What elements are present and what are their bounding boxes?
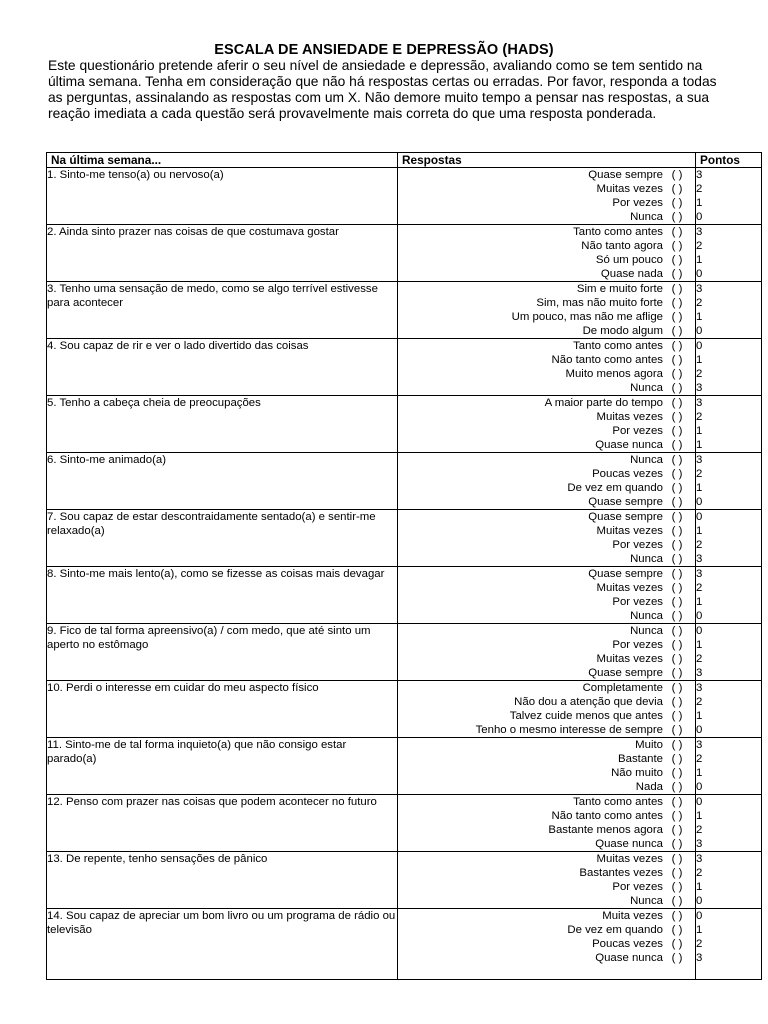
point-value: 2 (696, 297, 703, 309)
answer-options (398, 339, 696, 396)
answer-option[interactable] (398, 823, 695, 837)
point-value: 2 (696, 411, 703, 423)
points-cell (696, 852, 762, 909)
answer-option[interactable] (398, 225, 695, 239)
answer-option-label: Completamente (582, 682, 663, 694)
answer-option-label: Muitas vezes (596, 525, 663, 537)
answer-option[interactable] (398, 495, 695, 509)
answer-option[interactable] (398, 951, 695, 965)
answer-option[interactable] (398, 581, 695, 595)
question-text: 2. Ainda sinto prazer nas coisas de que costumava gostar (47, 225, 398, 282)
answer-checkbox[interactable]: ( ) (671, 382, 683, 394)
answer-options (398, 681, 696, 738)
point-value: 1 (696, 311, 703, 323)
answer-option-label: Nunca (630, 610, 663, 622)
answer-option[interactable] (398, 467, 695, 481)
points-cell (696, 795, 762, 852)
point-value: 0 (696, 781, 703, 793)
point-value: 0 (696, 895, 703, 907)
points-cell (696, 567, 762, 624)
answer-option[interactable] (398, 510, 695, 524)
answer-option-label: Bastantes vezes (579, 867, 663, 879)
answer-option[interactable] (398, 424, 695, 438)
answer-option[interactable] (398, 282, 695, 296)
points-cell (696, 909, 762, 980)
answer-options (398, 396, 696, 453)
answer-checkbox[interactable]: ( ) (671, 197, 683, 209)
answer-option[interactable] (398, 866, 695, 880)
answer-option-label: Sim e muito forte (576, 283, 663, 295)
answer-option[interactable] (398, 723, 695, 737)
point-value: 2 (696, 696, 703, 708)
answer-checkbox[interactable]: ( ) (671, 240, 683, 252)
answer-option-label: Por vezes (612, 425, 663, 437)
answer-option[interactable] (398, 638, 695, 652)
table-row (47, 624, 762, 681)
question-text: 11. Sinto-me de tal forma inquieto(a) que não consigo estar parado(a) (47, 738, 398, 795)
point-value: 0 (696, 625, 703, 637)
point-value: 3 (696, 667, 703, 679)
answer-option[interactable] (398, 738, 695, 752)
answer-option[interactable] (398, 709, 695, 723)
answer-option-label: Por vezes (612, 596, 663, 608)
answer-checkbox[interactable]: ( ) (671, 724, 683, 736)
point-value: 0 (696, 796, 703, 808)
point-value: 0 (696, 724, 703, 736)
answer-option[interactable] (398, 438, 695, 452)
point-value: 3 (696, 397, 703, 409)
question-text: 13. De repente, tenho sensações de pânico (47, 852, 398, 909)
answer-checkbox[interactable]: ( ) (671, 739, 683, 751)
answer-option-label: Não muito (611, 767, 663, 779)
table-row (47, 852, 762, 909)
answer-option[interactable] (398, 609, 695, 623)
point-value: 1 (696, 810, 703, 822)
question-text: 1. Sinto-me tenso(a) ou nervoso(a) (47, 168, 398, 225)
point-value: 1 (696, 254, 703, 266)
point-value: 2 (696, 824, 703, 836)
question-text: 8. Sinto-me mais lento(a), como se fizesse as coisas mais devagar (47, 567, 398, 624)
answer-checkbox[interactable]: ( ) (671, 226, 683, 238)
question-text: 9. Fico de tal forma apreensivo(a) / com medo, que até sinto um aperto no estômago (47, 624, 398, 681)
point-value: 0 (696, 211, 703, 223)
answer-checkbox[interactable]: ( ) (671, 582, 683, 594)
answer-option[interactable] (398, 780, 695, 794)
point-value: 1 (696, 924, 703, 936)
answer-checkbox[interactable]: ( ) (671, 254, 683, 266)
answer-option[interactable] (398, 567, 695, 581)
point-value: 3 (696, 226, 703, 238)
point-value: 2 (696, 582, 703, 594)
answer-option[interactable] (398, 453, 695, 467)
answer-option-label: Nunca (630, 211, 663, 223)
answer-option[interactable] (398, 367, 695, 381)
document-title: ESCALA DE ANSIEDADE E DEPRESSÃO (HADS) (214, 42, 554, 58)
point-value: 3 (696, 454, 703, 466)
point-value: 1 (696, 596, 703, 608)
point-value: 0 (696, 511, 703, 523)
answer-checkbox[interactable]: ( ) (671, 368, 683, 380)
question-column-header: Na última semana... (47, 153, 398, 168)
point-value: 3 (696, 568, 703, 580)
answer-checkbox[interactable]: ( ) (671, 910, 683, 922)
answer-option[interactable] (398, 766, 695, 780)
answer-checkbox[interactable]: ( ) (671, 710, 683, 722)
answer-checkbox[interactable]: ( ) (671, 268, 683, 280)
answer-checkbox[interactable]: ( ) (671, 639, 683, 651)
points-cell (696, 282, 762, 339)
answer-checkbox[interactable]: ( ) (671, 169, 683, 181)
points-cell (696, 510, 762, 567)
question-text: 5. Tenho a cabeça cheia de preocupações (47, 396, 398, 453)
point-value: 3 (696, 682, 703, 694)
table-row (47, 909, 762, 980)
table-row (47, 510, 762, 567)
answer-checkbox[interactable]: ( ) (671, 568, 683, 580)
answer-option-label: Só um pouco (595, 254, 663, 266)
question-text: 12. Penso com prazer nas coisas que podem acontecer no futuro (47, 795, 398, 852)
answer-checkbox[interactable]: ( ) (671, 425, 683, 437)
point-value: 1 (696, 425, 703, 437)
answer-option[interactable] (398, 552, 695, 566)
point-value: 3 (696, 553, 703, 565)
answer-option[interactable] (398, 267, 695, 281)
answer-option-label: Não dou a atenção que devia (514, 696, 663, 708)
table-row (47, 738, 762, 795)
point-value: 1 (696, 354, 703, 366)
answer-checkbox[interactable]: ( ) (671, 354, 683, 366)
answer-option[interactable] (398, 880, 695, 894)
answer-options (398, 909, 696, 980)
points-cell (696, 168, 762, 225)
answer-option-label: Nada (635, 781, 663, 793)
answer-option-label: Quase sempre (588, 511, 663, 523)
answer-option[interactable] (398, 324, 695, 338)
answer-option-label: Tanto como antes (573, 796, 663, 808)
answer-option-label: Não tanto como antes (551, 354, 663, 366)
point-value: 3 (696, 169, 703, 181)
answer-option-label: Poucas vezes (592, 938, 663, 950)
answer-checkbox[interactable]: ( ) (671, 311, 683, 323)
answer-option-label: Poucas vezes (592, 468, 663, 480)
answer-option-label: De modo algum (582, 325, 663, 337)
answer-option[interactable] (398, 524, 695, 538)
answer-option-label: De vez em quando (567, 924, 663, 936)
answer-option[interactable] (398, 595, 695, 609)
answer-option-label: Quase sempre (588, 667, 663, 679)
answer-checkbox[interactable]: ( ) (671, 482, 683, 494)
table-row (47, 396, 762, 453)
answer-checkbox[interactable]: ( ) (671, 796, 683, 808)
answer-option[interactable] (398, 752, 695, 766)
point-value: 1 (696, 710, 703, 722)
answer-option[interactable] (398, 666, 695, 680)
answer-option-label: Quase sempre (588, 496, 663, 508)
point-value: 2 (696, 468, 703, 480)
point-value: 1 (696, 639, 703, 651)
answer-option-label: Um pouco, mas não me aflige (511, 311, 663, 323)
answer-option-label: Sim, mas não muito forte (536, 297, 663, 309)
answer-option[interactable] (398, 909, 695, 923)
answer-checkbox[interactable]: ( ) (671, 183, 683, 195)
answer-options (398, 225, 696, 282)
answer-option[interactable] (398, 481, 695, 495)
point-value: 3 (696, 739, 703, 751)
point-value: 3 (696, 952, 703, 964)
answer-option[interactable] (398, 196, 695, 210)
answer-checkbox[interactable]: ( ) (671, 297, 683, 309)
answer-checkbox[interactable]: ( ) (671, 283, 683, 295)
question-text: 10. Perdi o interesse em cuidar do meu aspecto físico (47, 681, 398, 738)
answer-options (398, 795, 696, 852)
table-row (47, 339, 762, 396)
question-text: 7. Sou capaz de estar descontraidamente sentado(a) e sentir-me relaxado(a) (47, 510, 398, 567)
answer-checkbox[interactable]: ( ) (671, 610, 683, 622)
answer-option[interactable] (398, 339, 695, 353)
answer-checkbox[interactable]: ( ) (671, 596, 683, 608)
answer-option[interactable] (398, 381, 695, 395)
points-column-header: Pontos (696, 153, 762, 168)
answer-option[interactable] (398, 795, 695, 809)
answer-option-label: Quase nunca (595, 952, 663, 964)
point-value: 3 (696, 838, 703, 850)
answer-checkbox[interactable]: ( ) (671, 439, 683, 451)
answer-option[interactable] (398, 894, 695, 908)
answer-option[interactable] (398, 296, 695, 310)
answer-option[interactable] (398, 695, 695, 709)
answer-option-label: A maior parte do tempo (544, 397, 663, 409)
answer-checkbox[interactable]: ( ) (671, 397, 683, 409)
answer-checkbox[interactable]: ( ) (671, 824, 683, 836)
answer-options (398, 852, 696, 909)
answer-checkbox[interactable]: ( ) (671, 838, 683, 850)
answer-option-label: Muitas vezes (596, 582, 663, 594)
point-value: 2 (696, 539, 703, 551)
answer-option-label: Muitas vezes (596, 183, 663, 195)
answer-option-label: Nunca (630, 382, 663, 394)
table-row (47, 567, 762, 624)
answer-option-label: Talvez cuide menos que antes (509, 710, 663, 722)
point-value: 1 (696, 197, 703, 209)
answer-options (398, 738, 696, 795)
answer-option[interactable] (398, 937, 695, 951)
points-cell (696, 681, 762, 738)
question-text: 14. Sou capaz de apreciar um bom livro ou um programa de rádio ou televisão (47, 909, 398, 980)
answer-option-label: Por vezes (612, 639, 663, 651)
answer-checkbox[interactable]: ( ) (671, 682, 683, 694)
points-cell (696, 225, 762, 282)
point-value: 2 (696, 183, 703, 195)
points-cell (696, 396, 762, 453)
answer-option[interactable] (398, 852, 695, 866)
point-value: 3 (696, 853, 703, 865)
answer-checkbox[interactable]: ( ) (671, 938, 683, 950)
answers-column-header: Respostas (398, 153, 696, 168)
point-value: 1 (696, 439, 703, 451)
answer-options (398, 624, 696, 681)
answer-option-label: Bastante menos agora (548, 824, 663, 836)
question-text: 6. Sinto-me animado(a) (47, 453, 398, 510)
table-body (47, 168, 762, 980)
points-cell (696, 453, 762, 510)
answer-checkbox[interactable]: ( ) (671, 924, 683, 936)
answer-options (398, 168, 696, 225)
answer-checkbox[interactable]: ( ) (671, 511, 683, 523)
points-cell (696, 624, 762, 681)
question-text: 3. Tenho uma sensação de medo, como se algo terrível estivesse para acontecer (47, 282, 398, 339)
answer-checkbox[interactable]: ( ) (671, 553, 683, 565)
answer-option[interactable] (398, 538, 695, 552)
answer-option-label: Muitas vezes (596, 853, 663, 865)
answer-checkbox[interactable]: ( ) (671, 525, 683, 537)
answer-option[interactable] (398, 168, 695, 182)
table-row (47, 282, 762, 339)
answer-option-label: Muita vezes (602, 910, 663, 922)
answer-checkbox[interactable]: ( ) (671, 653, 683, 665)
answer-option-label: Tanto como antes (573, 226, 663, 238)
answer-checkbox[interactable]: ( ) (671, 625, 683, 637)
hads-table (46, 152, 762, 980)
answer-option[interactable] (398, 239, 695, 253)
table-row (47, 453, 762, 510)
answer-option-label: Quase sempre (588, 568, 663, 580)
answer-options (398, 282, 696, 339)
point-value: 0 (696, 268, 703, 280)
answer-option[interactable] (398, 624, 695, 638)
point-value: 0 (696, 325, 703, 337)
answer-option-label: De vez em quando (567, 482, 663, 494)
point-value: 0 (696, 496, 703, 508)
table-row (47, 225, 762, 282)
answer-checkbox[interactable]: ( ) (671, 211, 683, 223)
answer-option[interactable] (398, 837, 695, 851)
answer-checkbox[interactable]: ( ) (671, 895, 683, 907)
answer-options (398, 510, 696, 567)
answer-checkbox[interactable]: ( ) (671, 496, 683, 508)
answer-checkbox[interactable]: ( ) (671, 411, 683, 423)
question-text: 4. Sou capaz de rir e ver o lado divertido das coisas (47, 339, 398, 396)
answer-option-label: Muitas vezes (596, 411, 663, 423)
answer-option-label: Nunca (630, 625, 663, 637)
point-value: 1 (696, 482, 703, 494)
answer-option-label: Tenho o mesmo interesse de sempre (475, 724, 663, 736)
points-cell (696, 339, 762, 396)
table-row (47, 681, 762, 738)
answer-option-label: Muito (635, 739, 663, 751)
answer-option-label: Por vezes (612, 539, 663, 551)
point-value: 2 (696, 653, 703, 665)
answer-checkbox[interactable]: ( ) (671, 952, 683, 964)
point-value: 1 (696, 881, 703, 893)
answer-option[interactable] (398, 310, 695, 324)
answer-option[interactable] (398, 210, 695, 224)
answer-option-label: Quase nunca (595, 439, 663, 451)
answer-option[interactable] (398, 410, 695, 424)
answer-checkbox[interactable]: ( ) (671, 767, 683, 779)
point-value: 2 (696, 240, 703, 252)
answer-checkbox[interactable]: ( ) (671, 853, 683, 865)
answer-option-label: Não tanto agora (581, 240, 663, 252)
answer-option-label: Quase nada (600, 268, 663, 280)
answer-checkbox[interactable]: ( ) (671, 810, 683, 822)
answer-option-label: Por vezes (612, 197, 663, 209)
answer-option[interactable] (398, 182, 695, 196)
answer-checkbox[interactable]: ( ) (671, 696, 683, 708)
answer-option-label: Muito menos agora (565, 368, 663, 380)
point-value: 0 (696, 910, 703, 922)
answer-option-label: Nunca (630, 553, 663, 565)
answer-option-label: Quase nunca (595, 838, 663, 850)
point-value: 2 (696, 938, 703, 950)
answer-option-label: Nunca (630, 895, 663, 907)
answer-option-label: Tanto como antes (573, 340, 663, 352)
answer-checkbox[interactable]: ( ) (671, 325, 683, 337)
point-value: 1 (696, 525, 703, 537)
answer-checkbox[interactable]: ( ) (671, 781, 683, 793)
answer-option[interactable] (398, 923, 695, 937)
answer-option[interactable] (398, 353, 695, 367)
answer-checkbox[interactable]: ( ) (671, 454, 683, 466)
answer-checkbox[interactable]: ( ) (671, 753, 683, 765)
answer-option[interactable] (398, 809, 695, 823)
point-value: 3 (696, 382, 703, 394)
answer-option-label: Não tanto como antes (551, 810, 663, 822)
point-value: 0 (696, 610, 703, 622)
point-value: 3 (696, 283, 703, 295)
answer-checkbox[interactable]: ( ) (671, 539, 683, 551)
table-row (47, 168, 762, 225)
point-value: 2 (696, 867, 703, 879)
answer-option-label: Por vezes (612, 881, 663, 893)
answer-checkbox[interactable]: ( ) (671, 667, 683, 679)
point-value: 2 (696, 753, 703, 765)
point-value: 1 (696, 767, 703, 779)
points-cell (696, 738, 762, 795)
answer-option-label: Bastante (618, 753, 663, 765)
answer-options (398, 567, 696, 624)
table-header-row (47, 153, 762, 168)
answer-option[interactable] (398, 681, 695, 695)
answer-checkbox[interactable]: ( ) (671, 468, 683, 480)
answer-option-label: Muitas vezes (596, 653, 663, 665)
answer-option-label: Nunca (630, 454, 663, 466)
answer-checkbox[interactable]: ( ) (671, 340, 683, 352)
instructions-paragraph: Este questionário pretende aferir o seu nível de ansiedade e depressão, avaliando como se tem sentido na última semana. Tenha em consideração que não há respostas certas ou erradas. Por favor, responda a todas as perguntas, assinalando as respostas com um X. Não demore muito tempo a pensar nas respostas, a sua reação imediata a cada questão será provavelmente mais correta do que uma resposta ponderada. (48, 58, 717, 121)
answer-option-label: Quase sempre (588, 169, 663, 181)
answer-option[interactable] (398, 652, 695, 666)
answer-option[interactable] (398, 253, 695, 267)
table-row (47, 795, 762, 852)
answer-option[interactable] (398, 396, 695, 410)
point-value: 2 (696, 368, 703, 380)
answer-checkbox[interactable]: ( ) (671, 867, 683, 879)
answer-checkbox[interactable]: ( ) (671, 881, 683, 893)
answer-options (398, 453, 696, 510)
point-value: 0 (696, 340, 703, 352)
